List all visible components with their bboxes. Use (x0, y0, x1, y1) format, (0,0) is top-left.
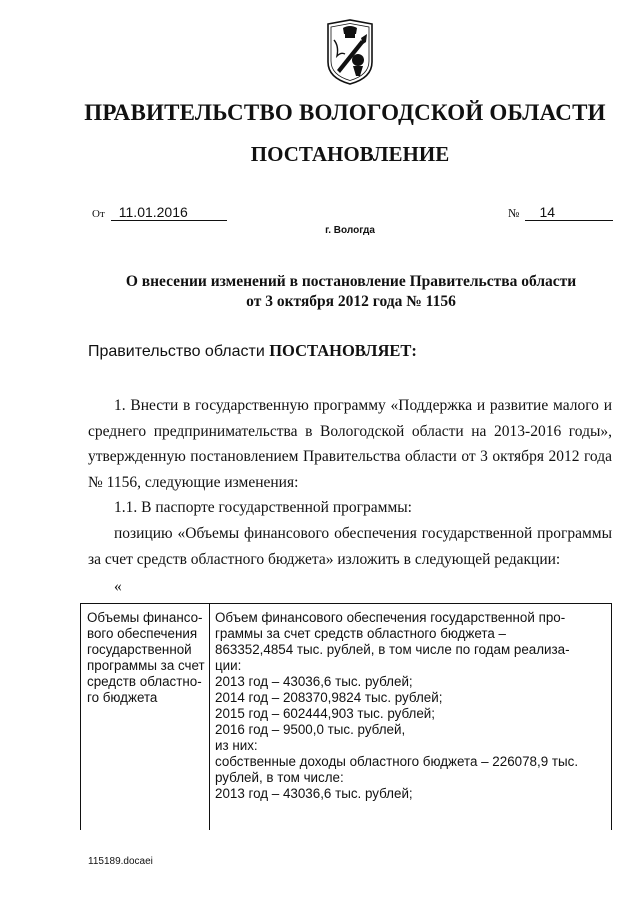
file-id: 115189.docaei (88, 856, 153, 867)
subject-line-2: от 3 октября 2012 года № 1156 (246, 293, 456, 310)
opening-quote: « (114, 578, 122, 596)
number-label: № (508, 206, 520, 220)
subject-line-1: О внесении изменений в постановление Правительства области (125, 273, 577, 290)
funding-table (80, 603, 612, 830)
left-cell-line: средств областно- (87, 674, 202, 689)
right-cell-line: 2016 год – 9500,0 тыс. рублей, (215, 722, 406, 737)
right-cell-line: 863352,4854 тыс. рублей, в том числе по годам реализа- (215, 642, 570, 657)
right-cell-line: Объем финансового обеспечения государственной про- (215, 610, 566, 625)
organization-title: ПРАВИТЕЛЬСТВО ВОЛОГОДСКОЙ ОБЛАСТИ (84, 100, 606, 125)
left-cell-line: программы за счет (87, 658, 205, 673)
right-cell-line: собственные доходы областного бюджета – 226078,9 тыс. (215, 754, 579, 769)
decree-prefix: Правительство области (88, 343, 265, 360)
left-cell-line: государственной (87, 642, 192, 657)
number-row (508, 205, 613, 221)
paragraph-2: 1.1. В паспорте государственной программы: (114, 499, 412, 517)
date-row (92, 205, 227, 221)
coat-of-arms-icon (325, 18, 375, 86)
right-cell-line: из них: (215, 738, 258, 753)
right-cell-line: рублей, в том числе: (215, 770, 344, 785)
document-type: ПОСТАНОВЛЕНИЕ (250, 142, 450, 166)
right-cell-line: ции: (215, 658, 242, 673)
left-cell-line: вого обеспечения (87, 626, 198, 641)
left-cell-line: го бюджета (87, 690, 158, 705)
date-value: 11.01.2016 (111, 205, 227, 221)
city: г. Вологда (325, 225, 375, 236)
document-subject (0, 272, 640, 312)
body-text (88, 393, 612, 602)
table-left-cell (81, 604, 210, 830)
decree-statement (88, 341, 417, 361)
date-label: От (92, 208, 105, 220)
right-cell-line: 2015 год – 602444,903 тыс. рублей; (215, 706, 435, 721)
right-cell-line: 2013 год – 43036,6 тыс. рублей; (215, 674, 413, 689)
decree-verb: ПОСТАНОВЛЯЕТ: (269, 341, 417, 360)
right-cell-line: 2014 год – 208370,9824 тыс. рублей; (215, 690, 443, 705)
paragraph-1: 1. Внести в государственную программу «Поддержка и развитие малого и среднего предпринимательства в Вологодской области на 2013-2016 годы», утвержденную постановлением Правительства области от 3 октября 2012 года № 1156, следующие изменения: (88, 397, 612, 491)
right-cell-line: граммы за счет средств областного бюджета – (215, 626, 506, 641)
table-right-cell (210, 604, 611, 830)
number-value: 14 (525, 205, 613, 221)
left-cell-line: Объемы финансо- (87, 610, 203, 625)
right-cell-line: 2013 год – 43036,6 тыс. рублей; (215, 786, 413, 801)
paragraph-3: позицию «Объемы финансового обеспечения государственной программы за счет средств областного бюджета» изложить в следующей редакции: (88, 524, 612, 568)
